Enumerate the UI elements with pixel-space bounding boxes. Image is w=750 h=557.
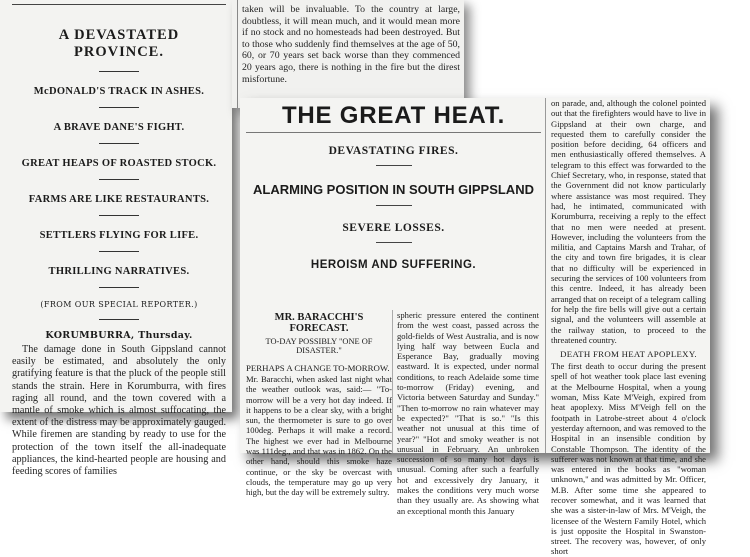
article-columns bbox=[246, 310, 541, 516]
subhead: FARMS ARE LIKE RESTAURANTS. bbox=[28, 194, 210, 205]
special-reporter-line: (FROM OUR SPECIAL REPORTER.) bbox=[40, 300, 198, 309]
divider bbox=[99, 71, 139, 72]
divider bbox=[376, 165, 412, 166]
left-clipping bbox=[0, 0, 232, 478]
divider bbox=[99, 179, 139, 180]
divider bbox=[376, 242, 412, 243]
subhead: McDONALD'S TRACK IN ASHES. bbox=[33, 86, 205, 97]
right-clipping bbox=[240, 98, 710, 557]
forecast-body: Mr. Baracchi, when asked last night what the weather outlook was, said:— "To-morrow will be a very hot day indeed. If it happens to be a clear sky, with a bright sun, the thermometer is sure to go over 100deg. Perhaps it will make a record. The highest we ever had in Melbourne was 111deg., and that was in 1862. On the other hand, should this smoke haze continue, or the sky be overcast with clouds, the temperature may go up very high, but the day will be extremely sultry. bbox=[246, 374, 392, 498]
subhead: HEROISM AND SUFFERING. bbox=[310, 259, 477, 271]
column-forecast bbox=[246, 310, 393, 498]
forecast-subhead: TO-DAY POSSIBLY "ONE OF bbox=[265, 337, 373, 346]
side-column bbox=[545, 98, 706, 557]
subhead: GREAT HEAPS OF ROASTED STOCK. bbox=[21, 158, 217, 169]
subhead: SETTLERS FLYING FOR LIFE. bbox=[39, 230, 199, 241]
column-continued bbox=[397, 310, 539, 516]
headline-devastated-province: A DEVASTATED PROVINCE. bbox=[58, 27, 180, 60]
main-article bbox=[246, 98, 541, 516]
divider bbox=[99, 287, 139, 288]
divider bbox=[376, 205, 412, 206]
heat-apoplexy-headline: DEATH FROM HEAT APOPLEXY. bbox=[560, 349, 697, 360]
article-body: taken will be invaluable. To the country at large, doubtless, it will mean much, and it would mean more if no stock and no homesteads had been destroyed. But to those who suddenly find themselves at the age of 50, 60, or 70 years set back worse than they commenced 20 years ago, there is nothing in the fire but the direst misfortune. bbox=[242, 4, 460, 85]
left-column bbox=[12, 0, 226, 494]
forecast-headline: MR. BARACCHI'S FORECAST. bbox=[274, 312, 364, 334]
volunteers-body: on parade, and, although the colonel pointed out that the firefighters would have to live in Gippsland at their own charge, and requested them to carefully consider the position before deciding, 64 officers and men enthusiastically offered themselves. A telegram to this effect was forwarded to the Chief Secretary, who, in response, stated that the Government did not know particularly where assistance was most required. They had, he intimated, communicated with Korumburra, receiving a reply to the effect that no men were needed at present. However, including the volunteers from the militia, and Captains Marsh and Trahar, of the city and town fire brigades, it is clear that no difficulty will be experienced in securing the services of 100 volunteers from this centre. Indeed, it has already been arranged that on receipt of a telegram calling for help the fire bells will give out a certain signal, and the volunteers will assemble at the railway station, to proceed to the threatened country. bbox=[551, 98, 706, 345]
forecast-subhead-2: DISASTER." bbox=[296, 346, 342, 355]
heat-apoplexy-body: The first death to occur during the present spell of hot weather took place last evening at the Melbourne Hospital, when a young woman, Miss Kate M'Veigh, expired from heat apoplexy. Miss M'Veigh fell on the footpath in Latrobe-street about 4 o'clock yesterday afternoon, and was removed to the Hospital in an insensible condition by Constable Thompson. The identity of the sufferer was not known at that time, and she was entered in the books as "woman unknown," and was admitted by Mr. Officer, M.B. After some time she appeared to recover somewhat, and it was learned that she was a sister-in-law of Mrs. M'Veigh, the licensee of the Western Family Hotel, which is just opposite the Hospital in Swanston-street. The recovery was, however, of only short bbox=[551, 361, 706, 557]
top-clipping bbox=[232, 0, 464, 108]
subhead: DEVASTATING FIRES. bbox=[328, 145, 459, 157]
divider bbox=[99, 251, 139, 252]
continued-body: spheric pressure entered the continent from the west coast, passed across the gold-fields of West Australia, and is now lying half way between Eucla and Esperance Bay, gradually moving eastward. It is expected, under normal conditions, to reach Adelaide some time to-morrow (Friday) evening, and Victoria between Saturday and Sunday." "Then to-morrow no rain whatever may be expected?" "That is so." "Is this weather not unusual at this time of year?" "Hot and smoky weather is not unusual in February. An unbroken succession of so many hot days is unusual. Coming after such a fearfully hot and excessively dry January, it makes the conditions very much worse than they usually are. As showing what an exceptional month this January bbox=[397, 310, 539, 516]
divider bbox=[99, 143, 139, 144]
divider bbox=[99, 107, 139, 108]
column-rule bbox=[237, 0, 238, 108]
top-rule bbox=[12, 0, 226, 5]
headline-great-heat: THE GREAT HEAT. bbox=[246, 102, 541, 133]
forecast-subhead-3: PERHAPS A CHANGE TO-MORROW. bbox=[246, 363, 390, 373]
divider bbox=[99, 215, 139, 216]
subhead: ALARMING POSITION IN SOUTH GIPPSLAND bbox=[253, 182, 534, 197]
dateline: KORUMBURRA, Thursday. bbox=[45, 330, 193, 341]
subhead: A BRAVE DANE'S FIGHT. bbox=[53, 122, 185, 133]
subhead: THRILLING NARRATIVES. bbox=[48, 266, 190, 277]
subhead: SEVERE LOSSES. bbox=[342, 222, 445, 234]
article-body: The damage done in South Gippsland cannot easily be estimated, and absolutely the only gratifying feature is that the pluck of the people still stands the strain. Here in Korumburra, with fires raging all round, and the town covered with a mantle of smoke which is almost suffocating, the extent of the distress may be approximately gauged. While firemen are standing by ready to use for the protection of the town itself the all-inadequate appliances, the kind-hearted people are housing and feeding scores of families bbox=[12, 344, 226, 478]
divider bbox=[99, 319, 139, 320]
